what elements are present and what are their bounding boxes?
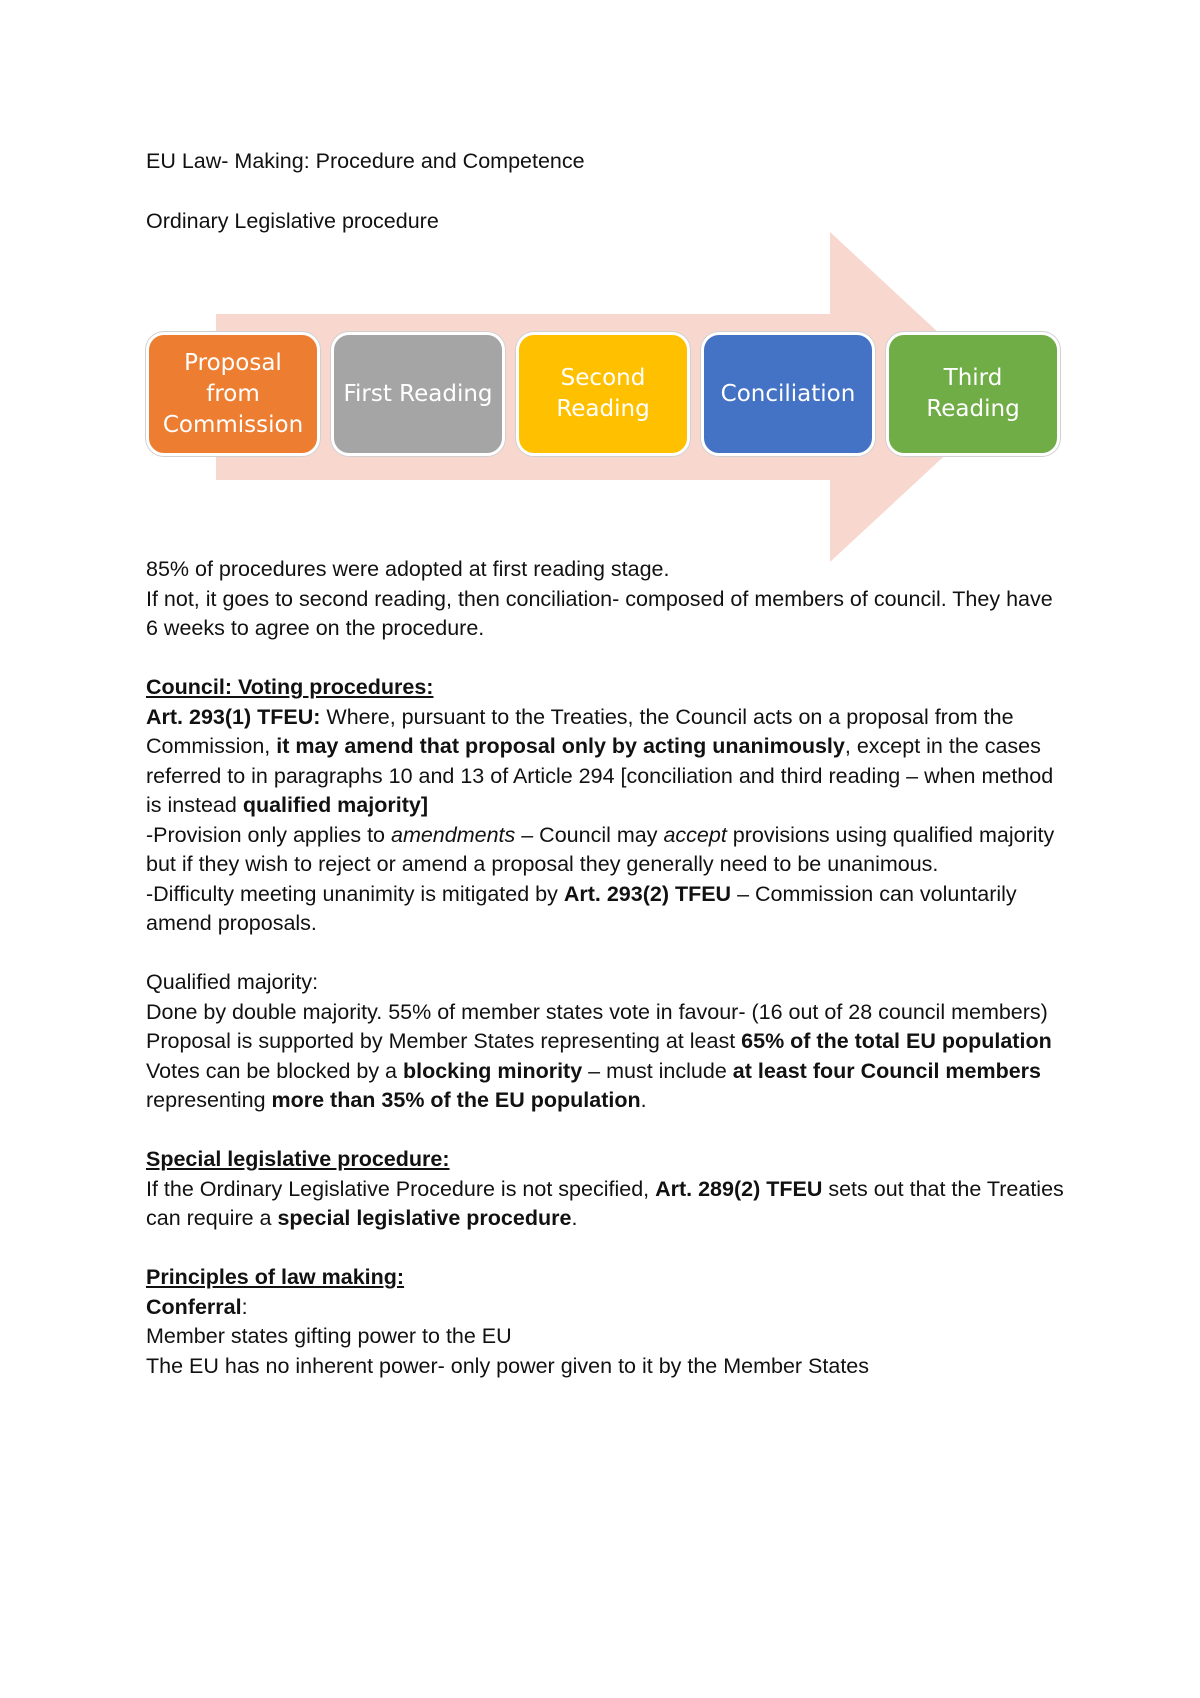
section-subtitle: Ordinary Legislative procedure	[146, 209, 439, 233]
text-span: provisions using qualified majority but if they wish to reject or amend a proposal they generally need to be unanimous.	[146, 822, 1055, 876]
conferral-line-1: Member states gifting power to the EU	[146, 1324, 512, 1348]
bold-span: at least four Council members	[732, 1058, 1041, 1083]
text-span: Proposal is supported by Member States representing at least	[146, 1029, 742, 1053]
bold-span: qualified majority]	[242, 793, 428, 817]
qualified-line-1: Done by double majority. 55% of member states vote in favour- (16 out of 28 council members)	[146, 999, 1048, 1024]
step-first-reading	[331, 332, 505, 456]
step-label: Proposal from Commission	[162, 349, 304, 438]
qualified-heading: Qualified majority:	[146, 970, 319, 994]
text-span: :	[241, 1294, 248, 1319]
text-span: – must include	[582, 1058, 733, 1083]
step-label: Conciliation	[720, 380, 856, 407]
text-span: .	[640, 1088, 647, 1112]
text-span: -Provision only applies to	[146, 822, 391, 847]
article-ref: Art. 293(1) TFEU:	[146, 704, 321, 729]
document-title: EU Law- Making: Procedure and Competence	[146, 149, 585, 173]
text-span: – Council may	[515, 822, 664, 847]
bold-span: Art. 293(2) TFEU	[563, 881, 732, 906]
step-label: Third Reading	[926, 365, 1020, 422]
text-span: Where, pursuant to the Treaties, the Council acts on a proposal from the Commission,	[146, 704, 1014, 758]
council-paragraph-1	[146, 703, 1066, 821]
text-span: – Commission can voluntarily amend proposals.	[146, 881, 1017, 935]
intro-line-1: 85% of procedures were adopted at first reading stage.	[146, 557, 670, 581]
bold-span: 65% of the total EU population	[741, 1029, 1052, 1053]
text-span: If the Ordinary Legislative Procedure is not specified,	[146, 1176, 656, 1201]
text-span: Votes can be blocked by a	[146, 1058, 403, 1083]
bold-span: it may amend that proposal only by acting unanimously	[276, 734, 845, 758]
bold-span: more than 35% of the EU population	[271, 1088, 641, 1112]
text-span: -Difficulty meeting unanimity is mitigated by	[146, 881, 564, 906]
italic-span: amendments	[390, 822, 516, 847]
council-heading: Council: Voting procedures:	[146, 675, 434, 699]
text-span: sets out that the Treaties can require a	[146, 1176, 1064, 1230]
principles-heading: Principles of law making:	[146, 1265, 405, 1289]
conferral-line-2: The EU has no inherent power- only power given to it by the Member States	[146, 1353, 870, 1378]
procedure-diagram	[146, 232, 1066, 562]
conferral-heading	[146, 1293, 1066, 1323]
step-label: First Reading	[343, 380, 493, 407]
special-line	[146, 1175, 1066, 1234]
text-span: .	[571, 1206, 578, 1230]
step-second-reading	[516, 332, 690, 456]
bold-span: special legislative procedure	[277, 1206, 572, 1230]
step-proposal-from-commission	[146, 332, 320, 456]
council-paragraph-2	[146, 821, 1066, 880]
council-paragraph-3	[146, 880, 1066, 939]
bold-span: Art. 289(2) TFEU	[655, 1176, 823, 1201]
qualified-line-3	[146, 1057, 1066, 1116]
italic-span: accept	[663, 822, 727, 847]
special-heading: Special legislative procedure:	[146, 1147, 450, 1171]
step-label: Second Reading	[556, 365, 650, 422]
bold-span: Conferral	[146, 1294, 242, 1319]
text-span: representing	[146, 1088, 272, 1112]
intro-line-2: If not, it goes to second reading, then conciliation- composed of members of council. They have 6 weeks to agree on the procedure.	[146, 586, 1053, 640]
document-body	[146, 555, 1066, 1381]
text-span: , except in the cases referred to in paragraphs 10 and 13 of Article 294 [conciliation and third reading – when method is instead	[146, 734, 1054, 817]
bold-span: blocking minority	[402, 1058, 583, 1083]
qualified-line-2	[146, 1027, 1066, 1057]
step-conciliation	[701, 332, 875, 456]
step-third-reading	[886, 332, 1060, 456]
